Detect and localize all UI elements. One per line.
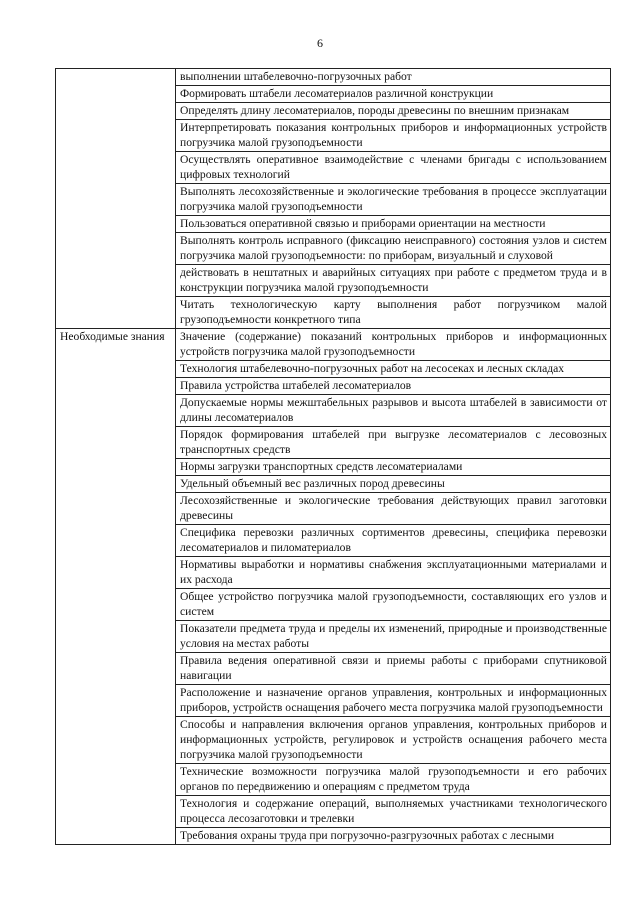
skill-item: Выполнять лесохозяйственные и экологические требования в процессе эксплуатации погрузчика малой грузоподъемности: [176, 184, 611, 216]
knowledge-item: Показатели предмета труда и пределы их изменений, природные и производственные условия на местах работы: [176, 621, 611, 653]
knowledge-item: Удельный объемный вес различных пород древесины: [176, 476, 611, 493]
skill-item: Определять длину лесоматериалов, породы древесины по внешним признакам: [176, 103, 611, 120]
knowledge-item: Технические возможности погрузчика малой грузоподъемности и его рабочих органов по передвижению и операциям с предметом труда: [176, 764, 611, 796]
knowledge-item: Значение (содержание) показаний контрольных приборов и информационных устройств погрузчика малой грузоподъемности: [176, 329, 611, 361]
table-row: [56, 329, 611, 361]
knowledge-item: Нормы загрузки транспортных средств лесоматериалами: [176, 459, 611, 476]
knowledge-item: Технология и содержание операций, выполняемых участниками технологического процесса лесозаготовки и трелевки: [176, 796, 611, 828]
skill-item: выполнении штабелевочно-погрузочных работ: [176, 69, 611, 86]
page-number: 6: [317, 36, 323, 50]
knowledge-item: Общее устройство погрузчика малой грузоподъемности, составляющих его узлов и систем: [176, 589, 611, 621]
table-row: [56, 69, 611, 86]
knowledge-item: Лесохозяйственные и экологические требования действующих правил заготовки древесины: [176, 493, 611, 525]
knowledge-item: Порядок формирования штабелей при выгрузке лесоматериалов с лесовозных транспортных средств: [176, 427, 611, 459]
skill-item: Осуществлять оперативное взаимодействие с членами бригады с использованием цифровых технологий: [176, 152, 611, 184]
knowledge-item: Нормативы выработки и нормативы снабжения эксплуатационными материалами и их расхода: [176, 557, 611, 589]
knowledge-item: Правила ведения оперативной связи и приемы работы с приборами спутниковой навигации: [176, 653, 611, 685]
skill-item: Выполнять контроль исправного (фиксацию неисправного) состояния узлов и систем погрузчика малой грузоподъемности: по приборам, визуальный и слуховой: [176, 233, 611, 265]
skill-item: Читать технологическую карту выполнения работ погрузчиком малой грузоподъемности конкретного типа: [176, 297, 611, 329]
skill-item: действовать в нештатных и аварийных ситуациях при работе с предметом труда и в конструкции погрузчика малой грузоподъемности: [176, 265, 611, 297]
knowledge-item: Способы и направления включения органов управления, контрольных приборов и информационных устройств, регулировок и устройств оснащения рабочего места погрузчика малой грузоподъемности: [176, 717, 611, 764]
knowledge-item: Технология штабелевочно-погрузочных работ на лесосеках и лесных складах: [176, 361, 611, 378]
knowledge-item: Допускаемые нормы межштабельных разрывов и высота штабелей в зависимости от длины лесоматериалов: [176, 395, 611, 427]
skill-item: Интерпретировать показания контрольных приборов и информационных устройств погрузчика малой грузоподъемности: [176, 120, 611, 152]
skill-item: Формировать штабели лесоматериалов различной конструкции: [176, 86, 611, 103]
skill-item: Пользоваться оперативной связью и приборами ориентации на местности: [176, 216, 611, 233]
requirements-table: [55, 68, 611, 845]
knowledge-item: Расположение и назначение органов управления, контрольных и информационных приборов, устройств оснащения рабочего места погрузчика малой грузоподъемности: [176, 685, 611, 717]
knowledge-item: Специфика перевозки различных сортиментов древесины, специфика перевозки лесоматериалов и пиломатериалов: [176, 525, 611, 557]
knowledge-label: Необходимые знания: [56, 329, 176, 845]
knowledge-item: Требования охраны труда при погрузочно-разгрузочных работах с лесными: [176, 828, 611, 845]
knowledge-item: Правила устройства штабелей лесоматериалов: [176, 378, 611, 395]
skills-label-cell: [56, 69, 176, 329]
